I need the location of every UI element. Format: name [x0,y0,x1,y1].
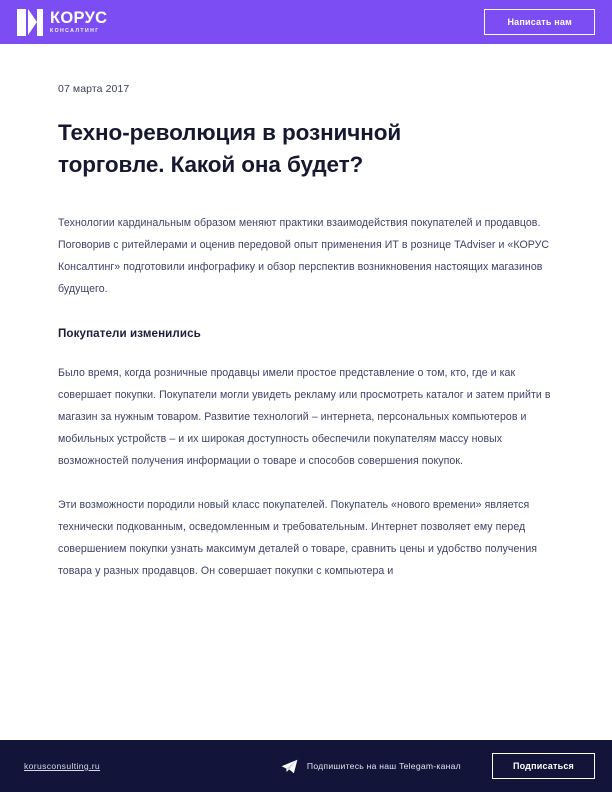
footer-site-url[interactable]: korusconsulting.ru [24,761,101,771]
brand-logo[interactable] [17,9,107,36]
korus-k-logo-mark-icon [17,9,43,36]
site-header [0,0,612,44]
subscribe-button[interactable]: Подписаться [492,753,595,779]
write-to-us-button[interactable]: Написать нам [484,9,595,35]
page-title: Техно-революция в розничной торговле. Какой она будет? [58,120,402,177]
article-body [0,83,612,582]
article-intro-paragraph: Технологии кардинальным образом меняют практики взаимодействия покупателей и продавцов. Поговорив с ритейлерами и оценив передовой опыт применения ИТ в рознице TAdviser и «КОРУС Консалтинг» подготовили инфографику и обзор перспектив возникновения настоящих магазинов будущего. [58,216,550,295]
brand-wordmark [50,10,107,34]
footer-telegram-block [281,753,595,779]
article-date: 07 марта 2017 [58,83,130,95]
footer-telegram-text: Подпишитесь на наш Telegam-канал [306,761,461,771]
site-footer [0,740,612,792]
section-heading: Покупатели изменились [58,327,201,340]
brand-name: КОРУС [50,8,108,27]
telegram-paper-plane-icon [281,759,298,774]
article-paragraph: Было время, когда розничные продавцы имели простое представление о том, кто, где и как совершает покупки. Покупатели могли увидеть рекламу или просмотреть каталог и затем прийти в магазин за нужным товаром. Развитие технологий – интернета, персональных компьютеров и мобильных устройств – и их широкая доступность обеспечили покупателям массу новых возможностей получения информации о товаре и способов совершения покупок. [58,367,551,468]
brand-subtitle: КОНСАЛТИНГ [50,27,100,34]
article-paragraph: Эти возможности породили новый класс покупателей. Покупатель «нового времени» является технически подкованным, осведомленным и требовательным. Интернет позволяет ему перед совершением покупки узнать максимум деталей о товаре, сравнить цены и удобство получения товара у разных продавцов. Он совершает покупки с компьютера и [58,499,538,578]
